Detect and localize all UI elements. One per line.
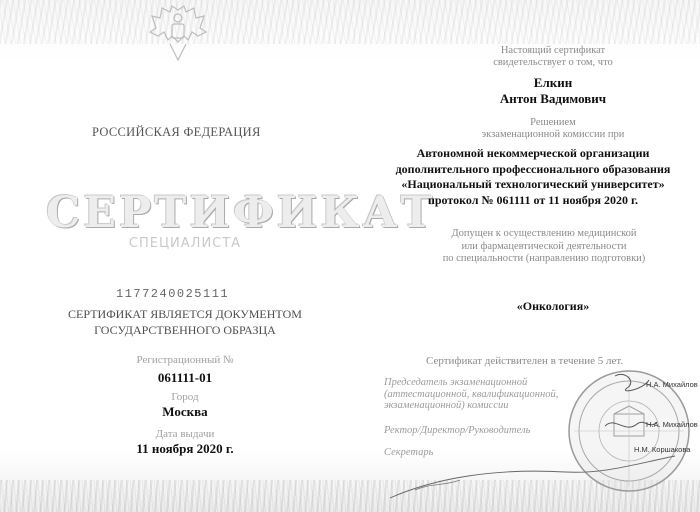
org-line-2: дополнительного профессионального образования — [395, 161, 671, 176]
reg-number-label: Регистрационный № — [136, 354, 234, 366]
intro-line-1: Настоящий сертификат — [500, 45, 606, 56]
certificate-title: СЕРТИФИКАТ — [46, 188, 436, 238]
holder-name — [428, 75, 678, 107]
org-line-3: «Национальный технологический университет» — [401, 177, 665, 191]
city-value: Москва — [162, 404, 208, 419]
admit-line-2: или фармацевтической деятельности — [461, 240, 627, 252]
state-note-line-1: СЕРТИФИКАТ ЯВЛЯЕТСЯ ДОКУМЕНТОМ — [68, 307, 302, 321]
intro-text — [428, 45, 678, 69]
serial-number: 1177240025111 — [116, 287, 230, 301]
admit-line-1: Допущен к осуществлению медицинской — [451, 228, 637, 239]
intro-line-2: свидетельствует о том, что — [493, 57, 613, 68]
holder-surname: Елкин — [533, 75, 573, 90]
state-note-line-2: ГОСУДАРСТВЕННОГО ОБРАЗЦА — [94, 323, 276, 337]
guilloche-top — [0, 0, 700, 44]
admission-text — [404, 228, 684, 266]
chair-line-1: Председатель экзаменационной — [384, 377, 528, 388]
signatures — [375, 368, 695, 508]
issue-date-value: 11 ноября 2020 г. — [136, 441, 234, 456]
admit-line-3: по специальности (направлению подготовки) — [442, 253, 646, 264]
city-label: Город — [171, 391, 199, 403]
decision-text — [428, 117, 678, 141]
reg-number-value: 061111-01 — [157, 370, 213, 385]
coat-of-arms-icon — [148, 2, 208, 64]
issue-date-label: Дата выдачи — [155, 428, 215, 440]
org-line-1: Автономной некоммерческой организации — [416, 146, 650, 160]
protocol-line: протокол № 061111 от 11 ноября 2020 г. — [427, 192, 639, 207]
rector-signer-name: Н.А. Михайлов — [646, 420, 698, 429]
secretary-title: Секретарь — [384, 447, 434, 458]
certificate-subtitle: СПЕЦИАЛИСТА — [128, 236, 242, 251]
chair-line-2: (аттестационной, квалификационной, — [384, 388, 559, 400]
decision-line-1: Решением — [530, 117, 576, 128]
country-heading: РОССИЙСКАЯ ФЕДЕРАЦИЯ — [92, 125, 261, 139]
secretary-signer-name: Н.М. Коршакова — [634, 445, 691, 454]
holder-given-names: Антон Вадимович — [499, 91, 607, 106]
validity-text: Сертификат действителен в течение 5 лет. — [426, 355, 624, 367]
specialty-value: «Онкология» — [516, 299, 590, 313]
chair-signer-name: Н.А. Михайлов — [646, 380, 698, 389]
state-document-note — [40, 306, 330, 338]
organization-block — [368, 146, 698, 208]
chair-line-3: экзаменационной) комиссии — [384, 400, 509, 411]
rector-title: Ректор/Директор/Руководитель — [384, 425, 531, 436]
decision-line-2: экзаменационной комиссии при — [481, 129, 625, 140]
